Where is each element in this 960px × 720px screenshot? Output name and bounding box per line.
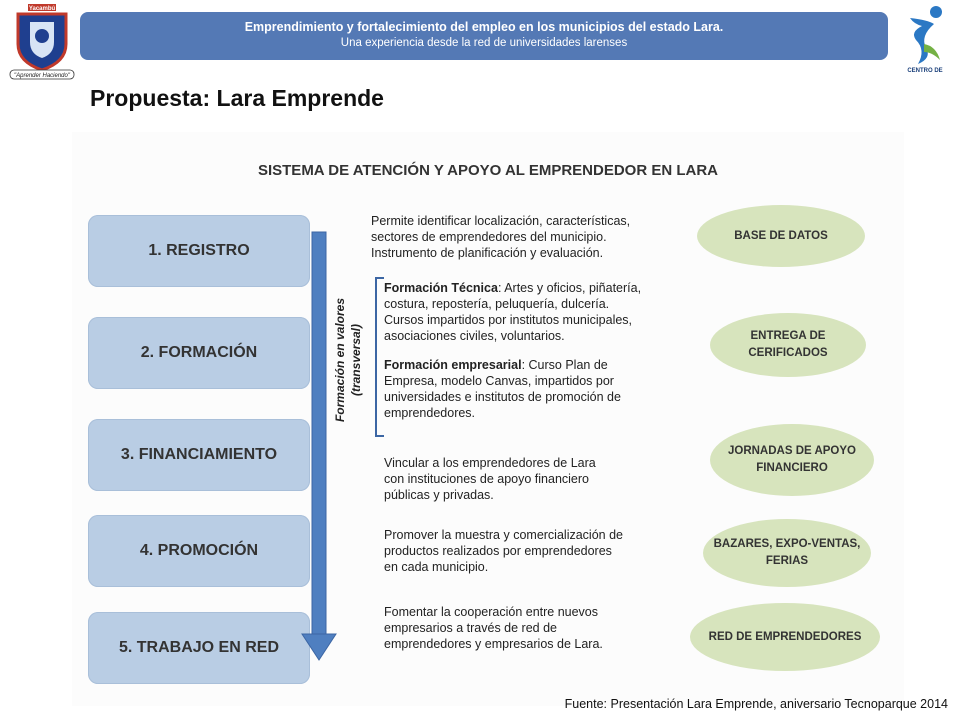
formacion-tecnica-label: Formación Técnica <box>384 281 498 295</box>
transversal-label-line2: (transversal) <box>349 323 363 397</box>
step-financiamiento: 3. FINANCIAMIENTO <box>88 419 310 491</box>
formacion-empresarial-label: Formación empresarial <box>384 358 522 372</box>
diagram-title: SISTEMA DE ATENCIÓN Y APOYO AL EMPRENDEDOR EN LARA <box>257 162 719 179</box>
source-note: Fuente: Presentación Lara Emprende, aniversario Tecnoparque 2014 <box>564 697 948 711</box>
logo-right-text: CENTRO DE <box>907 68 943 74</box>
transversal-label <box>332 298 364 422</box>
step-promocion: 4. PROMOCIÓN <box>88 515 310 587</box>
oval-entrega-certificados: ENTREGA DE CERIFICADOS <box>710 313 866 377</box>
oval-jornadas-apoyo: JORNADAS DE APOYO FINANCIERO <box>710 424 874 496</box>
step-formacion: 2. FORMACIÓN <box>88 317 310 389</box>
centro-logo <box>896 4 954 76</box>
transversal-arrow <box>300 228 340 664</box>
university-logo <box>8 4 76 80</box>
desc-registro: Permite identificar localización, características, sectores de emprendedores del municipio. Instrumento de planificación y evaluación. <box>371 214 631 260</box>
header-subtitle: Una experiencia desde la red de universidades larenses <box>340 37 628 49</box>
desc-formacion-tecnica: Formación Técnica: Artes y oficios, piñatería, costura, repostería, peluquería, dulcería. Cursos impartidos por institutos municipales, asociaciones civiles, voluntarios. <box>384 281 642 343</box>
desc-trabajo-en-red: Fomentar la cooperación entre nuevos empresarios a través de red de emprendedores y empresarios de Lara. <box>384 605 603 651</box>
header-banner <box>80 12 888 60</box>
page-title: Propuesta: Lara Emprende <box>90 85 384 111</box>
oval-red-emprendedores: RED DE EMPRENDEDORES <box>690 603 880 671</box>
transversal-label-line1: Formación en valores <box>333 297 347 423</box>
step-registro: 1. REGISTRO <box>88 215 310 287</box>
step-trabajo-en-red: 5. TRABAJO EN RED <box>88 612 310 684</box>
desc-financiamiento: Vincular a los emprendedores de Lara con instituciones de apoyo financiero públicas y privadas. <box>384 456 596 502</box>
desc-promocion: Promover la muestra y comercialización de productos realizados por emprendedores en cada municipio. <box>384 528 623 574</box>
logo-left-motto: "Aprender Haciendo" <box>14 73 70 79</box>
oval-bazares: BAZARES, EXPO-VENTAS, FERIAS <box>703 519 871 587</box>
desc-formacion-empresarial: Formación empresarial: Curso Plan de Empresa, modelo Canvas, impartidos por universidades e institutos de promoción de emprendedores. <box>384 358 621 420</box>
header-title: Emprendimiento y fortalecimiento del empleo en los municipios del estado Lara. <box>244 20 724 34</box>
oval-base-de-datos: BASE DE DATOS <box>697 205 865 267</box>
logo-left-name: Yacambú <box>28 6 56 12</box>
